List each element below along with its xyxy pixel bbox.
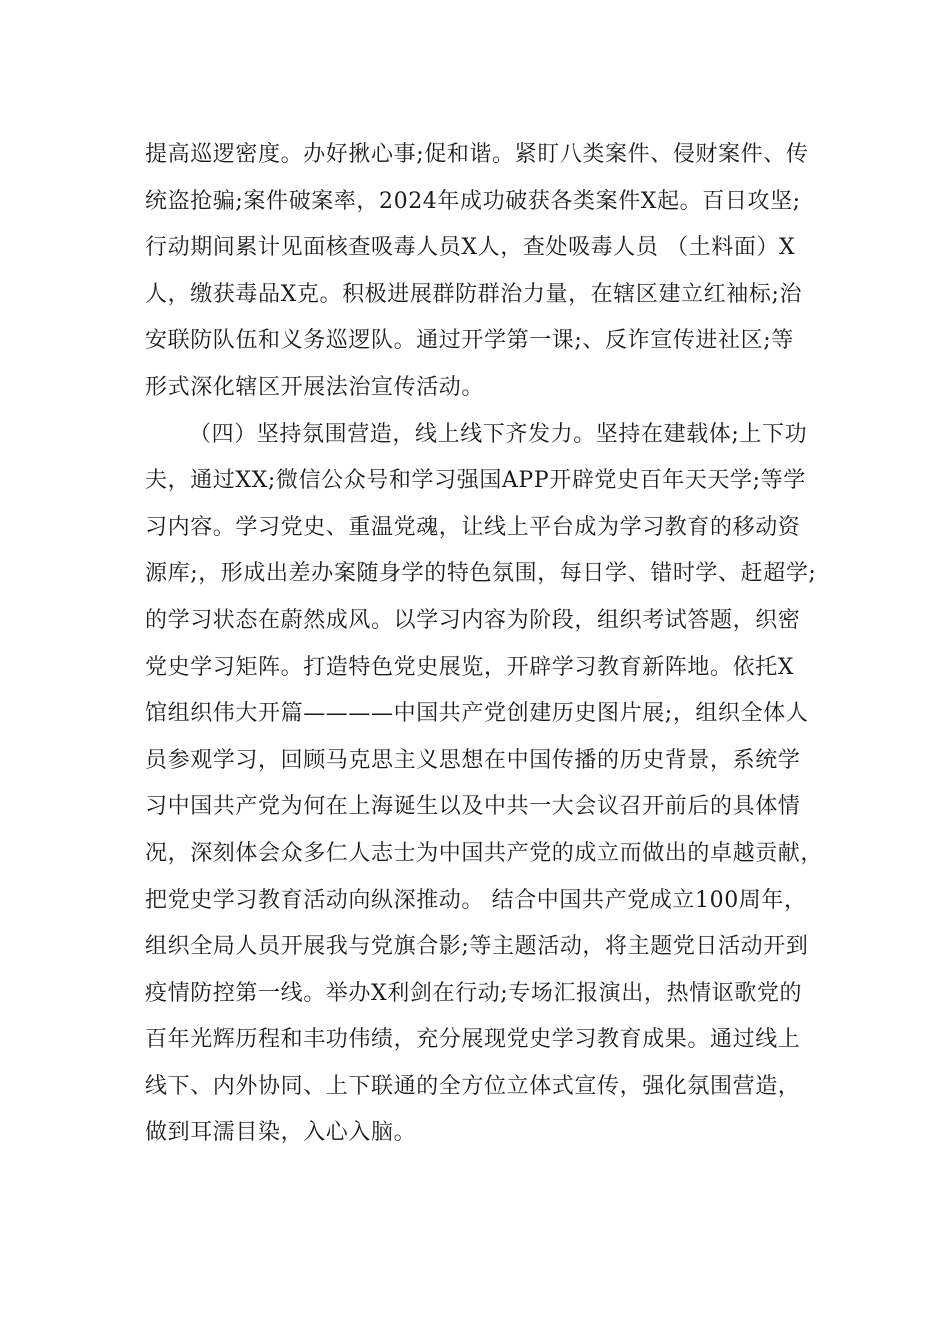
text-line: 疫情防控第一线。举办X利剑在行动;专场汇报演出，热情讴歌党的 (145, 980, 803, 1006)
text-line: 把党史学习教育活动向纵深推动。 结合中国共产党成立100周年， (145, 887, 807, 913)
text-line: 形式深化辖区开展法治宣传活动。 (145, 374, 485, 400)
text-line: 线下、内外协同、上下联通的全方位立体式宣传，强化氛围营造， (145, 1073, 801, 1099)
text-line: 馆组织伟大开篇————中国共产党创建历史图片展;，组织全体人 (145, 701, 809, 727)
text-line: 况，深刻体会众多仁人志士为中国共产党的成立而做出的卓越贡献， (145, 840, 824, 866)
text-line: 行动期间累计见面核查吸毒人员X人，查处吸毒人员 （土料面）X (145, 235, 796, 261)
text-line: 统盗抢骗;案件破案率，2024年成功破获各类案件X起。百日攻坚; (145, 188, 801, 214)
text-line: 百年光辉历程和丰功伟绩，充分展现党史学习教育成果。通过线上 (145, 1027, 801, 1053)
text-line: 的学习状态在蔚然成风。以学习内容为阶段，组织考试答题，织密 (145, 607, 801, 633)
text-line: 党史学习矩阵。打造特色党史展览，开辟学习教育新阵地。依托X (145, 654, 795, 680)
document-body (145, 132, 825, 1157)
text-line: 提高巡逻密度。办好揪心事;促和谐。紧盯八类案件、侵财案件、传 (145, 142, 809, 167)
text-line: 源库;，形成出差办案随身学的特色氛围，每日学、错时学、赶超学; (145, 561, 817, 587)
text-line: 组织全局人员开展我与党旗合影;等主题活动，将主题党日活动开到 (145, 934, 809, 960)
text-line: 员参观学习，回顾马克思主义思想在中国传播的历史背景，系统学 (145, 747, 801, 773)
text-line: 人，缴获毒品X克。积极进展群防群治力量，在辖区建立红袖标;治 (145, 281, 803, 307)
text-line: 习中国共产党为何在上海诞生以及中共一大会议召开前后的具体情 (145, 794, 801, 820)
section-heading-line: （四）坚持氛围营造，线上线下齐发力。坚持在建载体;上下功 (189, 421, 808, 447)
text-line: 夫，通过XX;微信公众号和学习强国APP开辟党史百年天天学;等学 (145, 468, 806, 494)
text-line: 习内容。学习党史、重温党魂，让线上平台成为学习教育的移动资 (145, 514, 801, 540)
text-line: 做到耳濡目染，入心入脑。 (145, 1120, 417, 1146)
text-line: 安联防队伍和义务巡逻队。通过开学第一课;、反诈宣传进社区;等 (145, 328, 794, 354)
